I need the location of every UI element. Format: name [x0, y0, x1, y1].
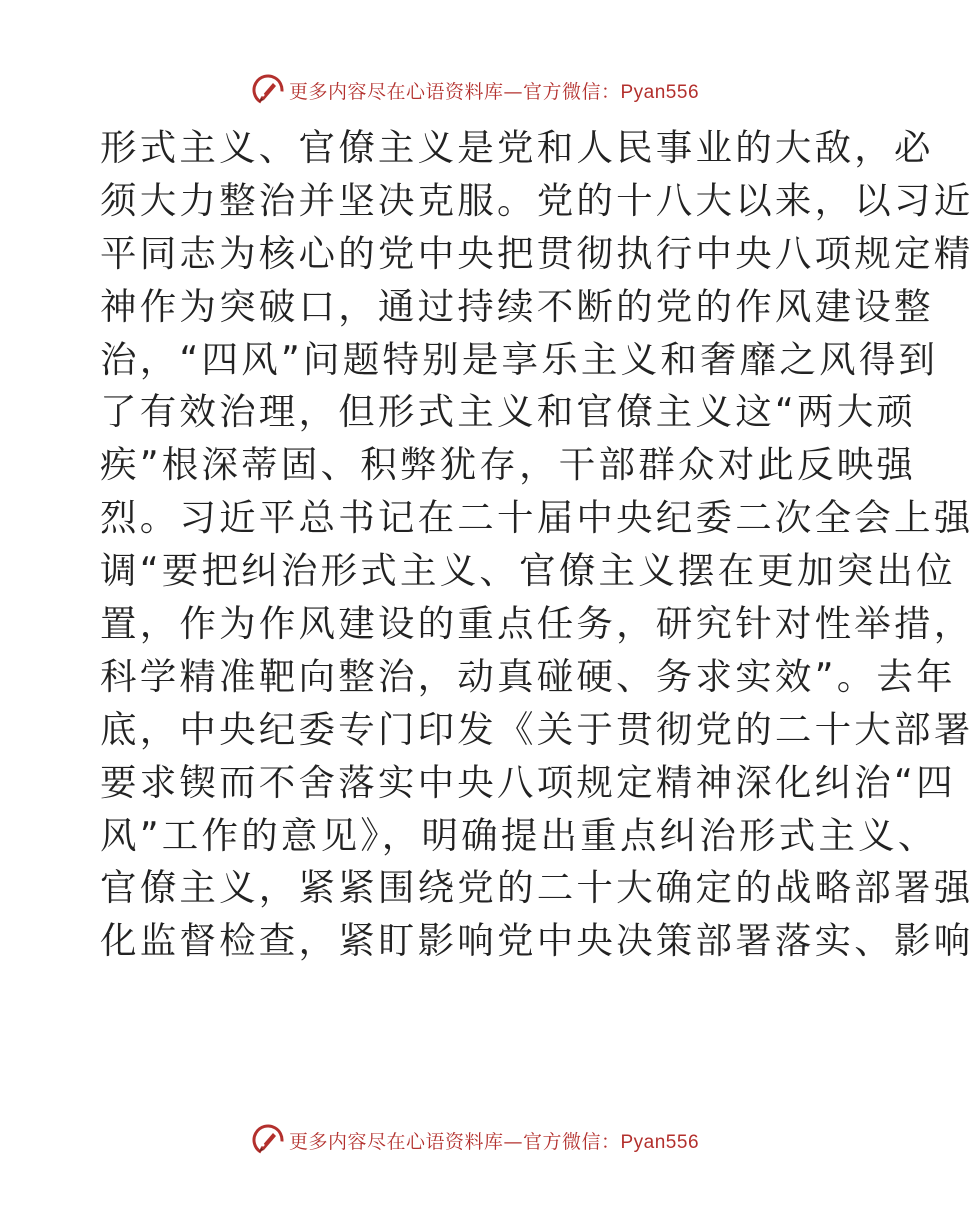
text-line: 底，中央纪委专门印发《关于贯彻党的二十大部署 — [100, 707, 973, 751]
watermark-official-label: 官方微信： — [522, 80, 621, 103]
text-line: 形式主义、官僚主义是党和人民事业的大敌，必 — [100, 126, 934, 169]
text-line: 科学精准靶向整治，动真碰硬、务求实效”。去年 — [100, 654, 956, 698]
watermark-text — [289, 1127, 699, 1154]
watermark-site-text: 更多内容尽在心语资料库 — [288, 80, 504, 103]
footer-watermark-banner — [0, 1120, 950, 1160]
text-line: 置，作为作风建设的重点任务，研究针对性举措， — [100, 602, 973, 646]
text-line: 神作为突破口，通过持续不断的党的作风建设整 — [100, 284, 934, 328]
text-line: 调“要把纠治形式主义、官僚主义摆在更加突出位 — [100, 549, 956, 593]
text-line: 官僚主义，紧紧围绕党的二十大确定的战略部署强 — [100, 866, 973, 910]
text-line: 风”工作的意见》，明确提出重点纠治形式主义、 — [100, 813, 938, 857]
watermark-separator: — — [503, 80, 523, 103]
text-line: 治，“四风”问题特别是享乐主义和奢靡之风得到 — [100, 337, 939, 381]
header-watermark-banner — [0, 70, 950, 110]
watermark-account: Pyan556 — [620, 81, 700, 103]
watermark-text — [289, 77, 699, 104]
pen-logo-icon — [251, 73, 285, 107]
text-line: 了有效治理，但形式主义和官僚主义这“两大顽 — [100, 390, 917, 434]
text-line: 平同志为核心的党中央把贯彻执行中央八项规定精 — [100, 231, 973, 275]
pen-logo-icon — [251, 1123, 285, 1157]
watermark-account: Pyan556 — [620, 1131, 700, 1153]
watermark-official-label: 官方微信： — [522, 1130, 621, 1153]
text-line: 化监督检查，紧盯影响党中央决策部署落实、影响 — [100, 919, 973, 963]
text-line: 疾”根深蒂固、积弊犹存，干部群众对此反映强 — [100, 443, 917, 487]
watermark-site-text: 更多内容尽在心语资料库 — [288, 1130, 504, 1153]
text-line: 烈。习近平总书记在二十届中央纪委二次全会上强 — [100, 496, 973, 540]
watermark-separator: — — [503, 1130, 523, 1153]
text-line: 须大力整治并坚决克服。党的十八大以来，以习近 — [100, 178, 973, 222]
document-body-text — [100, 122, 973, 968]
text-line: 要求锲而不舍落实中央八项规定精神深化纠治“四 — [100, 760, 956, 804]
